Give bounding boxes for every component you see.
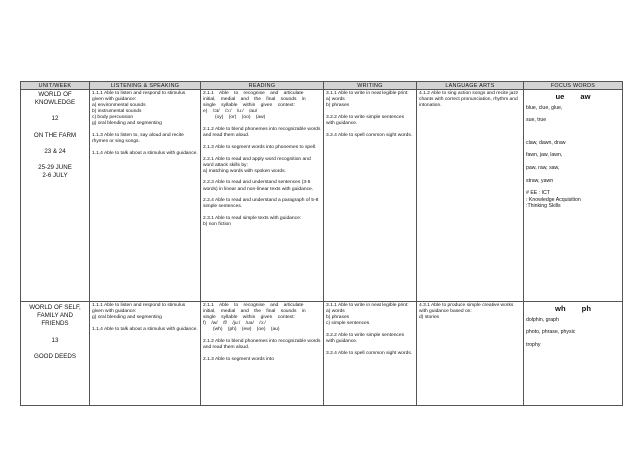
- focus-word-line: fawn, jaw, lawn,: [526, 152, 563, 159]
- header-reading: READING: [201, 82, 324, 90]
- standard-text: 2.2.3 Able to read and understand sentences (3-5 words) in linear and non-linear texts with guidance.: [203, 180, 314, 192]
- standard-text: 3.2.4 Able to spell common sight words.: [326, 132, 413, 138]
- focus-word-line: paw, raw, saw,: [526, 164, 560, 171]
- standard-text: 2.2.1 Able to read and apply word recognition and word attack skills by: a) matching words with spoken words.: [203, 156, 311, 174]
- writing-cell: [324, 90, 417, 302]
- grapheme-line: (wh) (ph) (ew) (oe) (au): [213, 327, 280, 333]
- standard-text: 2.1.2 Able to blend phonemes into recognizable words and read them aloud.: [203, 127, 321, 139]
- cross-curricular-line: # EE : ICT: [526, 190, 550, 197]
- unit-week-cell: [21, 302, 90, 406]
- standard-text: 2.3.1 Able to read simple texts with guidance: b) non fiction: [203, 215, 302, 228]
- cross-curricular-line: :Thinking Skills: [526, 203, 561, 210]
- standard-text: 3.1.1 Able to write in neat legible print: a) words b) phrases: [326, 91, 409, 109]
- listening-speaking-cell: [90, 90, 201, 302]
- focus-words-cell: [524, 302, 623, 406]
- header-unit-week: UNIT/WEEK: [21, 82, 90, 90]
- focus-word-line: claw, dawn, draw: [526, 139, 566, 146]
- language-arts-cell: [417, 90, 524, 302]
- table-row: [21, 90, 623, 302]
- unit-theme-line: FAMILY AND: [37, 312, 73, 320]
- unit-number: 13: [51, 336, 59, 344]
- week-number: 23 & 24: [44, 147, 66, 155]
- unit-title: ON THE FARM: [33, 131, 77, 139]
- unit-theme-line: WORLD OF: [38, 91, 72, 98]
- focus-word-line: dolphin, graph: [526, 316, 559, 323]
- standard-text: 3.2.4 Able to spell common sight words.: [326, 350, 413, 356]
- week-date: 25-29 JUNE: [38, 164, 72, 172]
- focus-phonemes: wh ph: [555, 304, 591, 313]
- focus-words-cell: [524, 90, 623, 302]
- standard-text: 4.3.1 Able to produce simple creative works with guidance based on: d) stories: [419, 303, 514, 321]
- header-writing: WRITING: [324, 82, 417, 90]
- unit-title: GOOD DEEDS: [34, 352, 76, 360]
- focus-word-line: straw, yawn: [526, 177, 554, 184]
- standard-text: 2.1.1 Able to recognise and articulate initial, medial and the final sounds in single syllable within given context: e) /ɔɪ/ /ɔː/ /uː/ /aʊ/: [203, 91, 306, 115]
- standard-text: 2.1.1 Able to recognise and articulate initial, medial and the final sounds in single syllable within given context: f) /w/ /f/ /juː/ /ʊə/ /ɔː/: [203, 303, 306, 327]
- grapheme-line: (oy) (or) (oo) (aw): [215, 115, 266, 121]
- focus-word-line: photo, phrase, physic: [526, 329, 576, 336]
- standard-text: 1.1.4 Able to talk about a stimulus with guidance.: [92, 150, 198, 156]
- unit-theme-line: WORLD OF SELF,: [29, 304, 81, 311]
- table-row: [21, 302, 623, 406]
- header-row: [21, 82, 623, 90]
- standard-text: 1.1.1 Able to listen and respond to stimulus given with guidance: g) oral blending and segmenting: [92, 303, 186, 321]
- unit-theme-line: KNOWLEDGE: [34, 99, 76, 107]
- standard-text: 3.2.2 Able to write simple sentences with guidance.: [326, 114, 405, 126]
- week-date: 2-6 JULY: [42, 172, 68, 180]
- standard-text: 2.1.2 Able to blend phonemes into recognizable words and read them aloud.: [203, 339, 321, 351]
- standard-text: 2.1.3 Able to segment words into phonemes to spell.: [203, 144, 317, 150]
- header-focus-words: FOCUS WORDS: [524, 82, 623, 90]
- focus-word-line: trophy: [526, 341, 541, 348]
- lesson-plan-table: [20, 81, 623, 406]
- language-arts-cell: [417, 302, 524, 406]
- standard-text: 4.1.2 Able to sing action songs and recite jazz chants with correct pronunciation, rhythm and intonation.: [419, 91, 519, 109]
- standard-text: 2.2.4 Able to read and understand a paragraph of 5-8 simple sentences.: [203, 198, 319, 210]
- listening-speaking-cell: [90, 302, 201, 406]
- focus-word-line: blue, clue, glue,: [526, 104, 563, 111]
- reading-cell: [201, 302, 324, 406]
- standard-text: 1.1.1 Able to listen and respond to stimulus given with guidance: a) environmental sounds b) instrumental sounds c) body percussion g) oral blending and segmenting: [92, 91, 186, 127]
- standard-text: 3.1.1 Able to write in neat legible print: a) words b) phrases c) simple sentences: [326, 303, 409, 327]
- header-language-arts: LANGUAGE ARTS: [417, 82, 524, 90]
- reading-cell: [201, 90, 324, 302]
- writing-cell: [324, 302, 417, 406]
- unit-theme-line: FRIENDS: [41, 320, 69, 328]
- standard-text: 1.1.4 Able to talk about a stimulus with guidance.: [92, 326, 198, 332]
- standard-text: 2.1.3 Able to segment words into: [203, 356, 274, 362]
- focus-word-line: sue, true: [526, 117, 547, 124]
- unit-week-cell: [21, 90, 90, 302]
- unit-number: 12: [51, 115, 59, 123]
- focus-word-line: [526, 130, 620, 134]
- header-listening-speaking: LISTENING & SPEAKING: [90, 82, 201, 90]
- standard-text: 3.2.2 Able to write simple sentences with guidance.: [326, 332, 405, 345]
- standard-text: 1.1.3 Able to listen to, say aloud and recite rhymes or sing songs.: [92, 133, 184, 145]
- focus-phonemes: ue aw: [555, 92, 591, 101]
- cross-curricular-line: : Knowledge Acquisition: [526, 196, 581, 203]
